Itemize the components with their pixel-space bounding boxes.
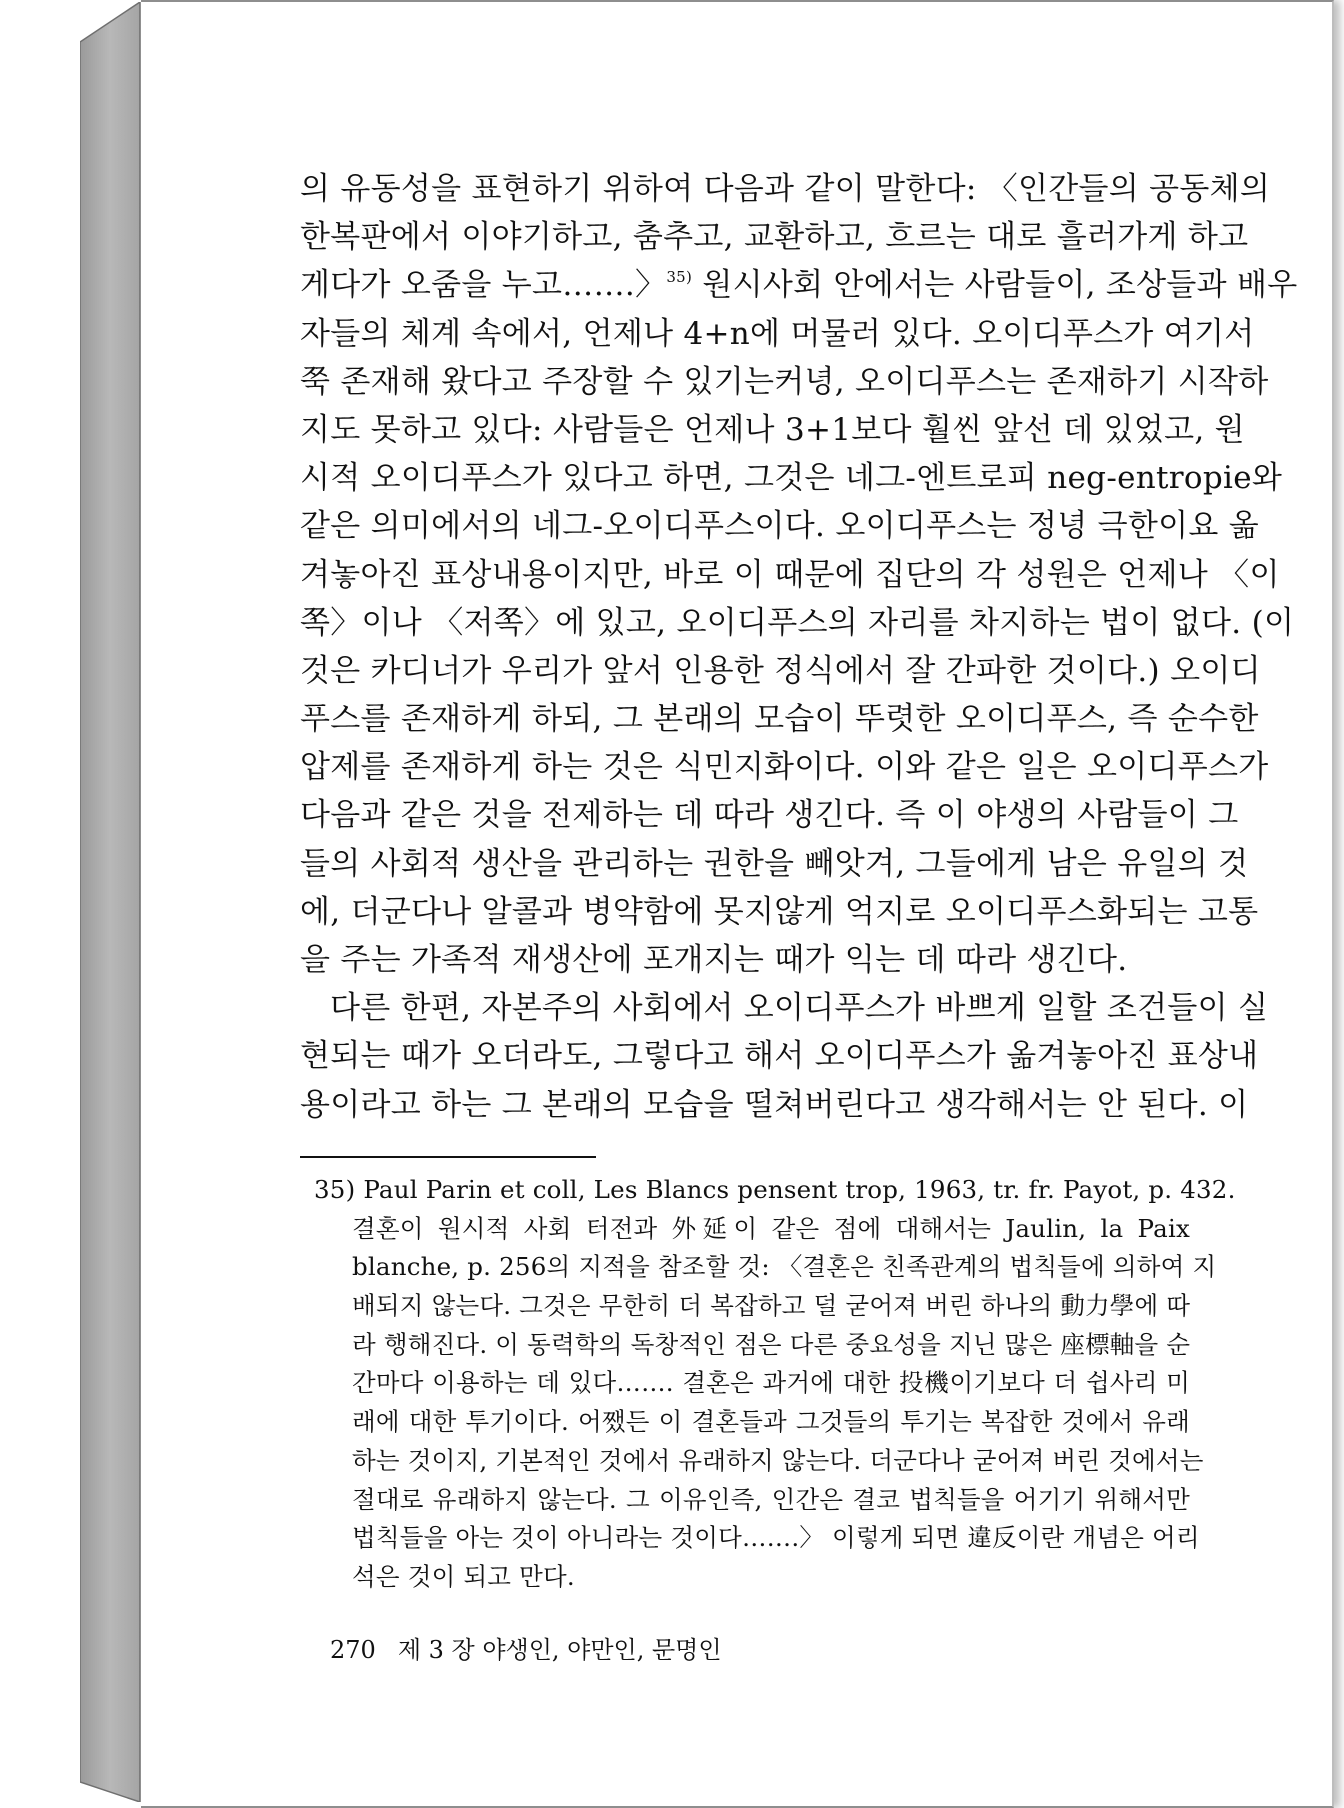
text-line: 시적 오이디푸스가 있다고 하면, 그것은 네그-엔트로피 neg-entropie와 — [300, 460, 1283, 497]
text-line: 겨놓아진 표상내용이지만, 바로 이 때문에 집단의 각 성원은 언제나 〈이 — [300, 556, 1280, 593]
book-spine — [80, 2, 142, 1802]
text-line: 에, 더군다나 알콜과 병약함에 못지않게 억지로 오이디푸스화되는 고통 — [300, 893, 1259, 930]
footnote-line: 간마다 이용하는 데 있다……. 결혼은 과거에 대한 投機이기보다 더 쉽사리 미 — [352, 1368, 1190, 1398]
text-line: 쪽〉이나 〈저쪽〉에 있고, 오이디푸스의 자리를 차지하는 법이 없다. (이 — [300, 604, 1295, 641]
text-line — [300, 261, 1298, 309]
footnotes — [300, 1171, 1236, 1597]
text-line: 자들의 체계 속에서, 언제나 4+n에 머물러 있다. 오이디푸스가 여기서 — [300, 315, 1255, 352]
footnote-line: 결혼이 원시적 사회 터전과 外延이 같은 점에 대해서는 Jaulin, la Paix — [352, 1213, 1190, 1243]
text-line: 을 주는 가족적 재생산에 포개지는 때가 익는 데 따라 생긴다. — [300, 942, 1128, 978]
body-text — [300, 165, 1298, 1129]
text-line: 용이라고 하는 그 본래의 모습을 떨쳐버린다고 생각해서는 안 된다. 이 — [300, 1086, 1249, 1123]
text-line: 한복판에서 이야기하고, 춤추고, 교환하고, 흐르는 대로 흘러가게 하고 — [300, 219, 1249, 256]
text-line: 압제를 존재하게 하는 것은 식민지화이다. 이와 같은 일은 오이디푸스가 — [300, 749, 1269, 786]
footnote-reference: 35) — [666, 268, 693, 287]
text-segment: 원시사회 안에서는 사람들이, 조상들과 배우 — [692, 267, 1298, 304]
text-line: 의 유동성을 표현하기 위하여 다음과 같이 말한다: 〈인간들의 공동체의 — [300, 171, 1271, 207]
text-line: 지도 못하고 있다: 사람들은 언제나 3+1보다 훨씬 앞선 데 있었고, 원 — [300, 411, 1245, 448]
chapter-title: 제 3 장 야생인, 야만인, 문명인 — [397, 1636, 722, 1664]
text-line: 다음과 같은 것을 전제하는 데 따라 생긴다. 즉 이 야생의 사람들이 그 — [300, 797, 1239, 834]
footnote-line: 라 행해진다. 이 동력학의 독창적인 점은 다른 중요성을 지닌 많은 座標軸을 순 — [352, 1329, 1191, 1359]
footnote-line: 절대로 유래하지 않는다. 그 이유인즉, 인간은 결코 법칙들을 어기기 위해서만 — [352, 1484, 1190, 1514]
footnote-line: blanche, p. 256의 지적을 참조할 것: 〈결혼은 친족관계의 법칙들에 의하여 지 — [352, 1252, 1217, 1282]
running-footer — [330, 1633, 722, 1667]
text-line: 현되는 때가 오더라도, 그렇다고 해서 오이디푸스가 옮겨놓아진 표상내 — [300, 1038, 1259, 1075]
footnote-line: 하는 것이지, 기본적인 것에서 유래하지 않는다. 더군다나 굳어져 버린 것에서는 — [352, 1445, 1204, 1475]
footnote-line: 래에 대한 투기이다. 어쨌든 이 결혼들과 그것들의 투기는 복잡한 것에서 유래 — [352, 1407, 1190, 1437]
text-line: 푸스를 존재하게 하되, 그 본래의 모습이 뚜렷한 오이디푸스, 즉 순수한 — [300, 701, 1259, 738]
page-number: 270 — [330, 1636, 376, 1664]
text-line: 들의 사회적 생산을 관리하는 권한을 빼앗겨, 그들에게 남은 유일의 것 — [300, 845, 1249, 882]
footnote-line: 35) Paul Parin et coll, Les Blancs pensent trop, 1963, tr. fr. Payot, p. 432. — [314, 1175, 1236, 1204]
footnote-separator — [300, 1156, 596, 1158]
footnote-line: 법칙들을 아는 것이 아니라는 것이다…….〉 이렇게 되면 違反이란 개념은 어리 — [352, 1523, 1200, 1553]
text-line: 다른 한편, 자본주의 사회에서 오이디푸스가 바쁘게 일할 조건들이 실 — [330, 990, 1269, 1027]
footnote-line: 배되지 않는다. 그것은 무한히 더 복잡하고 덜 굳어져 버린 하나의 動力學에 따 — [352, 1291, 1191, 1321]
text-line: 것은 카디너가 우리가 앞서 인용한 정식에서 잘 간파한 것이다.) 오이디 — [300, 652, 1261, 689]
text-line: 같은 의미에서의 네그-오이디푸스이다. 오이디푸스는 정녕 극한이요 옮 — [300, 508, 1259, 545]
footnote-line: 석은 것이 되고 만다. — [352, 1561, 575, 1591]
text-line: 쭉 존재해 왔다고 주장할 수 있기는커녕, 오이디푸스는 존재하기 시작하 — [300, 363, 1269, 400]
text-segment: 게다가 오줌을 누고…….〉 — [300, 267, 667, 304]
